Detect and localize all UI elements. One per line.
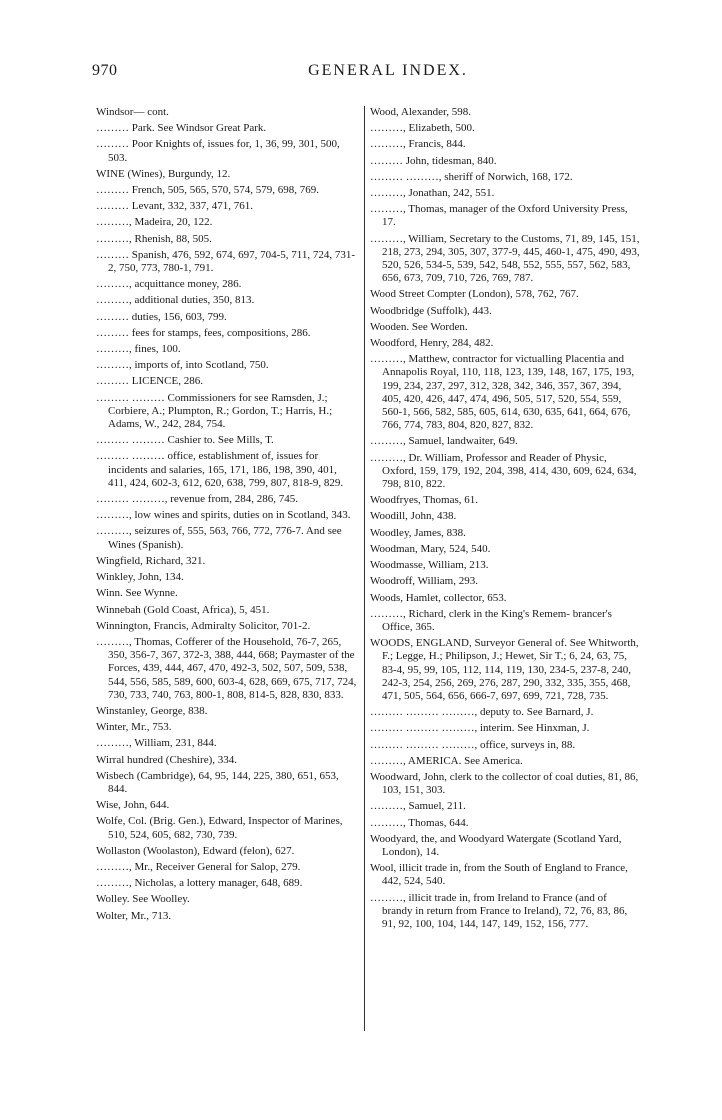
- index-entry: [370, 817, 640, 830]
- entry-heading: ………, Francis,: [370, 138, 444, 151]
- entry-references: 750.: [249, 359, 269, 372]
- entry-references: 286.: [291, 326, 311, 339]
- entry-heading: Winnebah (Gold Coast, Africa),: [96, 603, 237, 616]
- page-header: [92, 62, 684, 84]
- entry-heading: Winter, Mr.,: [96, 721, 150, 734]
- column-divider: [364, 106, 365, 1031]
- index-entry: [96, 770, 358, 796]
- entry-references: 156, 603, 799.: [163, 310, 227, 323]
- entry-references: See Wynne.: [125, 587, 178, 600]
- entry-heading: Woodfryes, Thomas,: [370, 494, 462, 507]
- entry-references: 713.: [151, 909, 172, 922]
- entry-heading: ………, Matthew, contractor for victualling: [370, 353, 563, 366]
- page-number: 970: [92, 62, 118, 79]
- entry-heading: Woodill, John,: [370, 510, 435, 523]
- entry-heading: ………, Samuel, landwaiter,: [370, 435, 496, 448]
- index-entry: [96, 877, 358, 890]
- entry-references: 555, 563, 766, 772, 776-7. And see Wines (Spanish).: [108, 525, 342, 551]
- entry-heading: ……… Park.: [96, 122, 155, 135]
- entry-references: See Woolley.: [132, 893, 190, 906]
- entry-references: See Worden.: [411, 320, 468, 333]
- index-entry: [96, 311, 358, 324]
- index-entry: [370, 543, 640, 556]
- entry-heading: Winnington, Francis, Admiralty Solicitor,: [96, 619, 280, 632]
- entry-references: Ramsden, J.; Corbiere, A.; Plumpton, R.; Gordon, T.; Harris, H.; Adams, W., 242, 284, 754.: [108, 391, 333, 431]
- entry-references: duties, 81, 86, 103, 151, 303.: [382, 770, 639, 797]
- entry-references: 838.: [446, 526, 466, 539]
- index-entry: [370, 755, 640, 768]
- entry-references: 20, 122.: [176, 216, 213, 229]
- entry-heading: Woods, Hamlet, collector,: [370, 591, 485, 604]
- index-entry: [96, 737, 358, 750]
- entry-heading: Winn.: [96, 587, 123, 600]
- entry-heading: ………, William,: [96, 737, 173, 750]
- index-entry: [96, 587, 358, 600]
- entry-heading: ………, Dr. William, Professor and Reader of: [370, 451, 572, 464]
- entry-references: 88.: [561, 738, 576, 751]
- entry-heading: Wolfe, Col. (Brig. Gen.), Edward, Inspector: [96, 815, 290, 828]
- index-entry: [96, 184, 358, 197]
- entry-references: 88, 505.: [176, 232, 212, 245]
- entry-references: 438.: [436, 510, 457, 523]
- index-entry: [370, 233, 640, 286]
- entry-references: 649.: [498, 435, 518, 448]
- entry-heading: ………, Nicholas, a lottery manager,: [96, 877, 259, 890]
- entry-references: 293.: [458, 575, 478, 588]
- index-entry: [370, 321, 640, 334]
- index-entry: [96, 571, 358, 584]
- entry-references: 231, 844.: [175, 737, 217, 750]
- index-entry: [370, 155, 640, 168]
- index-entry: [96, 604, 358, 617]
- entry-references: brancer's Office, 365.: [382, 607, 612, 633]
- index-entry: [370, 510, 640, 523]
- entry-references: cont.: [147, 106, 169, 118]
- entry-references: 168, 172.: [531, 170, 573, 183]
- entry-references: 5, 451.: [239, 603, 270, 616]
- entry-heading: ………, seizures of,: [96, 525, 185, 538]
- entry-references: 286.: [222, 278, 242, 291]
- index-entry: [96, 122, 358, 135]
- entry-references: for incidents and salaries, 165, 171, 186, 198, 390, 401, 411, 424, 602-3, 612, 620, 638, 799, 807, 818-9, 829.: [108, 450, 344, 489]
- entry-references: 242, 551.: [453, 187, 495, 200]
- index-entry: [370, 592, 640, 605]
- entry-heading: ……… ……… Commissioners for see: [96, 391, 269, 404]
- entry-references: of Marines, 510, 524, 605, 682, 730, 739.: [108, 815, 343, 841]
- entry-heading: ………, Thomas, manager of the Oxford: [370, 203, 550, 216]
- entry-heading: ……… ……… office, establishment of, issues: [96, 450, 303, 463]
- entry-heading: ………, acquittance money,: [96, 278, 220, 291]
- entry-heading: ……… ………, sheriff of Norwich,: [370, 170, 529, 183]
- entry-heading: Wolley.: [96, 893, 130, 906]
- entry-heading: ………, low wines and spirits, duties on in: [96, 509, 285, 522]
- index-entry: [370, 494, 640, 507]
- index-entry: [96, 754, 358, 767]
- entry-references: 648, 689.: [261, 877, 303, 890]
- entry-references: 284, 482.: [452, 337, 494, 350]
- entry-references: 627.: [275, 844, 295, 857]
- entry-heading: ………, Richard, clerk in the King's Remem-: [370, 607, 570, 620]
- index-entry: [96, 249, 358, 275]
- index-entry: [96, 106, 358, 119]
- entry-heading: ……… LICENCE,: [96, 375, 181, 388]
- index-entry: [96, 216, 358, 229]
- entry-references: 213.: [469, 559, 489, 572]
- index-entry: [96, 138, 358, 164]
- index-entry: [96, 392, 358, 432]
- entry-heading: Woodford, Henry,: [370, 337, 450, 350]
- entry-heading: ………, Jonathan,: [370, 187, 451, 200]
- entry-references: Placentia and Annapolis Royal, 110, 118, 123, 139, 148, 167, 175, 193, 199, 234, 237, 297, 312, 328, 342, 346, 357, 367, 394, 405, 420, 426, 447, 474, 496, 505, 517, 520, 554, 559, 560-1, 566, 582, 585, 605, 614, 630, 635, 641, 664, 676, 766, 774, 783, 804, 820, 827, 832.: [382, 353, 635, 432]
- entry-heading: Wollaston (Woolaston), Edward (felon),: [96, 844, 273, 857]
- entry-heading: ………, Samuel,: [370, 800, 445, 813]
- index-entry: [96, 555, 358, 568]
- index-entry: [370, 739, 640, 752]
- index-entry: [96, 168, 358, 181]
- entry-heading: ………, illicit trade in, from Ireland to: [370, 891, 540, 904]
- entry-heading: Windsor—: [96, 106, 145, 118]
- entry-references: 134.: [164, 571, 184, 584]
- entry-heading: ……… ………, revenue from,: [96, 493, 232, 506]
- entry-heading: ……… Spanish,: [96, 248, 170, 261]
- index-entry: [96, 845, 358, 858]
- index-entry: [96, 705, 358, 718]
- entry-heading: Wingfield, Richard,: [96, 554, 184, 567]
- entry-heading: WINE: [96, 167, 125, 180]
- entry-references: 286.: [183, 375, 203, 388]
- entry-references: 321.: [185, 554, 206, 567]
- entry-heading: ……… John, tidesman,: [370, 154, 475, 167]
- entry-heading: ……… French,: [96, 184, 166, 197]
- entry-references: 653.: [487, 591, 507, 604]
- entry-references: Surveyor General of. See Whitworth, F.; Legge, H.; Philipson, J.; Hewet, Sir T.; 6, 24, 63, 75, 83-4, 95, 99, 105, 112, 114, 119, 130, 234-5, 237-8, 240, 242-3, 254, 256, 269, 276, 287, 290, 332, 335, 355, 468, 471, 505, 564, 656, 666-7, 697, 699, 721, 728, 735.: [382, 637, 639, 702]
- entry-references: 753.: [152, 721, 172, 734]
- index-entry: [370, 203, 640, 229]
- entry-heading: ……… ……… ………, deputy to.: [370, 706, 524, 719]
- entry-references: 279.: [281, 860, 301, 873]
- index-entry: [96, 861, 358, 874]
- entry-heading: ……… Levant,: [96, 200, 166, 213]
- index-entry: [96, 525, 358, 551]
- entry-heading: ………, Thomas, Cofferer of the Household,: [96, 635, 294, 648]
- index-entry: [96, 799, 358, 812]
- entry-heading: ………, AMERICA.: [370, 754, 462, 767]
- entry-references: 64, 95, 144, 225, 380, 651, 653, 844.: [108, 769, 339, 795]
- entry-references: 578, 762, 767.: [515, 288, 579, 301]
- entry-references: Scotland, 343.: [287, 509, 351, 522]
- index-entry: [370, 171, 640, 184]
- entry-heading: ……… ……… ………, interim.: [370, 722, 515, 735]
- entry-references: 1, 36, 99, 301, 500, 503.: [108, 138, 340, 164]
- index-entry: [96, 343, 358, 356]
- entry-references: See Hinxman, J.: [517, 722, 590, 735]
- index-entry: [370, 527, 640, 540]
- entry-references: 840.: [477, 154, 497, 167]
- entry-references: 71, 89, 145, 151, 218, 273, 294, 305, 307, 377-9, 445, 460-1, 475, 490, 493, 520, 526, 534-5, 539, 542, 548, 552, 555, 557, 562, 583, 656, 673, 709, 710, 726, 769, 787.: [382, 232, 640, 285]
- index-entry: [370, 833, 640, 859]
- index-entry: [370, 637, 640, 703]
- index-entry: [96, 327, 358, 340]
- index-entry: [370, 122, 640, 135]
- entry-references: 443.: [472, 304, 492, 317]
- index-column-right: [370, 106, 640, 934]
- index-entry: [96, 620, 358, 633]
- index-entry: [96, 815, 358, 841]
- index-entry: [370, 187, 640, 200]
- index-entry: [96, 233, 358, 246]
- index-entry: [370, 575, 640, 588]
- entry-heading: ……… Poor Knights of, issues for,: [96, 138, 252, 151]
- entry-heading: Wisbech (Cambridge),: [96, 769, 196, 782]
- entry-heading: Wood, Alexander,: [370, 106, 450, 118]
- entry-heading: ………, William, Secretary to the Customs,: [370, 232, 563, 245]
- index-column-left: [96, 106, 358, 926]
- entry-references: 61.: [464, 494, 478, 507]
- entry-heading: Wolter, Mr.,: [96, 909, 150, 922]
- index-entry: [370, 353, 640, 432]
- entry-references: 500.: [455, 122, 475, 135]
- index-entry: [96, 294, 358, 307]
- index-entry: [370, 608, 640, 634]
- entry-references: See Windsor Great Park.: [157, 122, 267, 135]
- entry-heading: ………, Thomas,: [370, 816, 447, 829]
- entry-references: England to France, 442, 524, 540.: [382, 862, 628, 888]
- entry-references: 76-7, 265, 350, 356-7, 367, 372-3, 388, 444, 668; Paymaster of the Forces, 439, 444, 467, 470, 492-3, 502, 507, 509, 538, 544, 556, 585, 589, 600, 603-4, 628, 669, 675, 717, 724, 730, 733, 740, 763, 800-1, 808, 814-5, 828, 830, 833.: [108, 635, 357, 701]
- index-entry: [370, 452, 640, 492]
- entry-references: 844.: [446, 138, 466, 151]
- entry-heading: Woodroff, William,: [370, 575, 456, 588]
- entry-references: University Press, 17.: [382, 203, 628, 229]
- entry-references: Physic, Oxford, 159, 179, 192, 204, 398, 414, 430, 609, 624, 634, 798, 810, 822.: [382, 451, 637, 491]
- index-entry: [96, 200, 358, 213]
- entry-references: See Mills, T.: [217, 434, 274, 447]
- entry-references: See America.: [464, 754, 523, 767]
- index-entry: [96, 450, 358, 490]
- index-entry: [370, 337, 640, 350]
- entry-heading: ……… ……… Cashier to.: [96, 434, 216, 447]
- entry-heading: Wirral hundred (Cheshire),: [96, 753, 215, 766]
- entry-heading: ………, imports of, into Scotland,: [96, 359, 247, 372]
- entry-references: 211.: [447, 800, 466, 813]
- entry-references: 505, 565, 570, 574, 579, 698, 769.: [167, 184, 320, 197]
- entry-references: 838.: [188, 704, 208, 717]
- index-entry: [370, 106, 640, 119]
- entry-heading: WOODS, ENGLAND,: [370, 637, 472, 650]
- index-entry: [370, 138, 640, 151]
- index-entry: [370, 559, 640, 572]
- entry-references: (Wines), Burgundy, 12.: [127, 167, 231, 180]
- entry-heading: Woodmasse, William,: [370, 559, 467, 572]
- entry-heading: Woodward, John, clerk to the collector of coal: [370, 770, 574, 783]
- entry-heading: ………, fines,: [96, 343, 159, 356]
- index-entry: [96, 278, 358, 291]
- entry-heading: Wood Street Compter (London),: [370, 288, 513, 301]
- entry-heading: ……… ……… ………, office, surveys in,: [370, 738, 559, 751]
- entry-heading: Wooden.: [370, 320, 410, 333]
- entry-references: 524, 540.: [449, 542, 491, 555]
- entry-references: 644.: [449, 816, 469, 829]
- entry-heading: ………, additional duties,: [96, 294, 211, 307]
- page-title: GENERAL INDEX.: [308, 62, 468, 79]
- entry-heading: Woodbridge (Suffolk),: [370, 304, 470, 317]
- entry-references: 284, 286, 745.: [234, 493, 298, 506]
- entry-references: 598.: [451, 106, 472, 118]
- entry-references: 100.: [161, 343, 181, 356]
- entry-references: 701-2.: [281, 619, 311, 632]
- index-entry: [96, 910, 358, 923]
- index-entry: [96, 509, 358, 522]
- entry-references: 644.: [149, 799, 170, 812]
- entry-references: 476, 592, 674, 697, 704-5, 711, 724, 731-2, 750, 773, 780-1, 791.: [108, 248, 356, 275]
- entry-heading: Wool, illicit trade in, from the South of: [370, 862, 542, 875]
- entry-heading: Winstanley, George,: [96, 704, 186, 717]
- entry-heading: Winkley, John,: [96, 571, 162, 584]
- entry-references: (Scotland Yard, London), 14.: [382, 832, 622, 858]
- entry-heading: Woodley, James,: [370, 526, 444, 539]
- index-entry: [96, 636, 358, 702]
- index-entry: [370, 305, 640, 318]
- index-entry: [96, 359, 358, 372]
- index-entry: [96, 375, 358, 388]
- index-entry: [96, 434, 358, 447]
- index-entry: [370, 892, 640, 932]
- index-entry: [370, 435, 640, 448]
- entry-heading: Wise, John,: [96, 799, 148, 812]
- entry-heading: ………, Mr., Receiver General for Salop,: [96, 860, 279, 873]
- entry-references: See Barnard, J.: [526, 706, 594, 719]
- index-entry: [96, 721, 358, 734]
- index-entry: [370, 722, 640, 735]
- index-entry: [96, 893, 358, 906]
- entry-heading: ………, Madeira,: [96, 216, 174, 229]
- entry-heading: ……… duties,: [96, 310, 161, 323]
- entry-references: 334.: [217, 753, 237, 766]
- entry-heading: Woodyard, the, and Woodyard Watergate: [370, 832, 551, 845]
- entry-heading: ……… fees for stamps, fees, compositions,: [96, 326, 289, 339]
- index-entry: [370, 800, 640, 813]
- entry-heading: ………, Elizabeth,: [370, 122, 453, 135]
- index-entry: [370, 771, 640, 797]
- index-entry: [370, 706, 640, 719]
- entry-heading: ………, Rhenish,: [96, 232, 174, 245]
- entry-references: 350, 813.: [213, 294, 255, 307]
- index-entry: [370, 862, 640, 888]
- index-entry: [370, 288, 640, 301]
- index-entry: [96, 493, 358, 506]
- entry-references: France (and of brandy in return from France to Ireland), 72, 76, 83, 86, 91, 92, 100, 104, 144, 147, 149, 152, 156, 777.: [382, 891, 628, 930]
- entry-heading: Woodman, Mary,: [370, 542, 447, 555]
- entry-references: 332, 337, 471, 761.: [167, 200, 254, 213]
